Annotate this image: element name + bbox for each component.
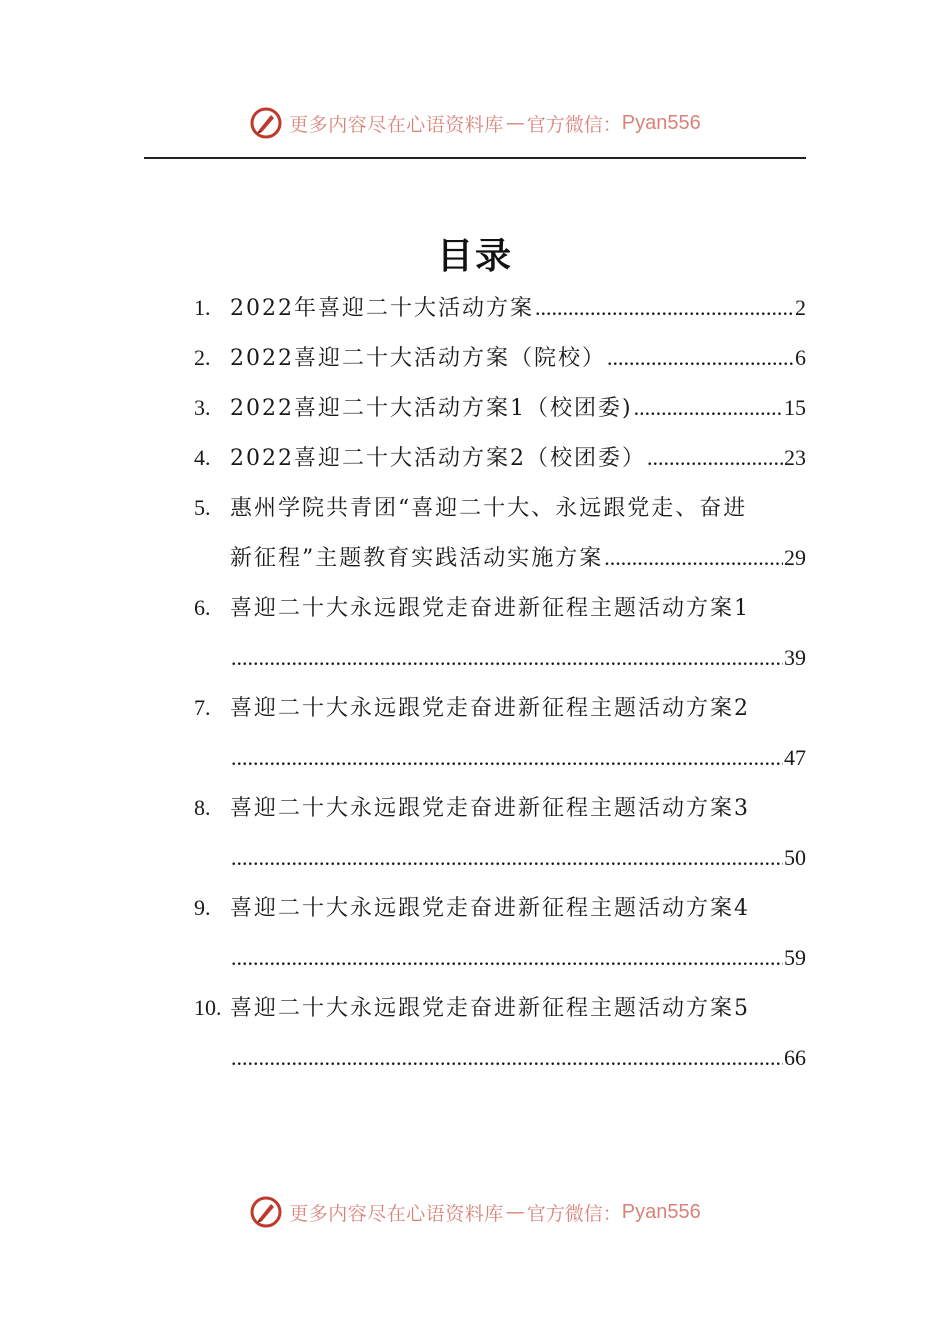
toc-number: 9. [194,895,211,920]
pen-logo-icon [249,106,283,140]
footer-banner [0,1192,950,1232]
toc-page: 15 [784,395,806,420]
toc-number: 6. [194,595,211,620]
toc-title-continued: 新征程”主题教育实践活动实施方案 [230,546,604,571]
toc-entry[interactable] [194,588,806,688]
toc-leader [231,738,783,778]
toc-page: 29 [784,545,806,570]
pen-logo-icon [249,1195,283,1229]
toc-page: 6 [795,345,806,370]
toc-entry[interactable] [194,988,806,1088]
toc-page: 23 [784,445,806,470]
toc-page: 50 [784,845,806,870]
toc-title: 2022喜迎二十大活动方案（院校） [230,346,606,371]
table-of-contents [194,288,806,1088]
toc-title: 2022喜迎二十大活动方案2（校团委） [230,446,646,471]
toc-leader [231,638,783,678]
toc-number: 1. [194,295,211,320]
toc-title: 惠州学院共青团“喜迎二十大、永远跟党走、奋进 [230,496,748,521]
toc-page: 59 [784,945,806,970]
toc-entry[interactable] [194,338,806,388]
toc-number: 10. [194,995,222,1020]
toc-leader [607,338,794,378]
toc-title: 2022年喜迎二十大活动方案 [230,296,534,321]
toc-page: 66 [784,1045,806,1070]
toc-entry[interactable] [194,388,806,438]
toc-leader [634,388,783,428]
toc-entry[interactable] [194,438,806,488]
toc-entry[interactable] [194,688,806,788]
banner-text: 更多内容尽在心语资料库 [289,1202,504,1225]
toc-leader [231,938,783,978]
toc-entry[interactable] [194,488,806,588]
toc-entry[interactable] [194,888,806,988]
toc-leader [231,838,783,878]
toc-page: 47 [784,745,806,770]
header-banner [0,103,950,143]
toc-leader [647,438,783,478]
toc-number: 4. [194,445,211,470]
banner-text: 更多内容尽在心语资料库 [289,113,504,136]
banner-separator: — [505,1201,525,1223]
page-title: 目录 [436,235,513,277]
toc-number: 5. [194,495,211,520]
banner-wechat-id: Pyan556 [621,1200,701,1223]
toc-number: 2. [194,345,211,370]
toc-title: 喜迎二十大永远跟党走奋进新征程主题活动方案1 [230,596,750,621]
banner-wechat-id: Pyan556 [621,111,701,134]
banner-wechat-label: 官方微信： [526,113,622,136]
toc-title: 喜迎二十大永远跟党走奋进新征程主题活动方案3 [230,796,750,821]
banner-wechat-label: 官方微信： [526,1202,622,1225]
toc-page: 2 [795,295,806,320]
toc-entry[interactable] [194,788,806,888]
toc-number: 7. [194,695,211,720]
toc-number: 3. [194,395,211,420]
toc-title: 喜迎二十大永远跟党走奋进新征程主题活动方案2 [230,696,750,721]
toc-leader [604,538,783,578]
toc-number: 8. [194,795,211,820]
toc-title: 喜迎二十大永远跟党走奋进新征程主题活动方案5 [230,996,750,1021]
toc-page: 39 [784,645,806,670]
toc-leader [535,288,794,328]
header-rule [144,157,806,159]
toc-leader [231,1038,783,1078]
toc-entry[interactable] [194,288,806,338]
toc-title: 2022喜迎二十大活动方案1（校团委) [230,396,633,421]
banner-separator: — [505,112,525,134]
toc-title: 喜迎二十大永远跟党走奋进新征程主题活动方案4 [230,896,750,921]
